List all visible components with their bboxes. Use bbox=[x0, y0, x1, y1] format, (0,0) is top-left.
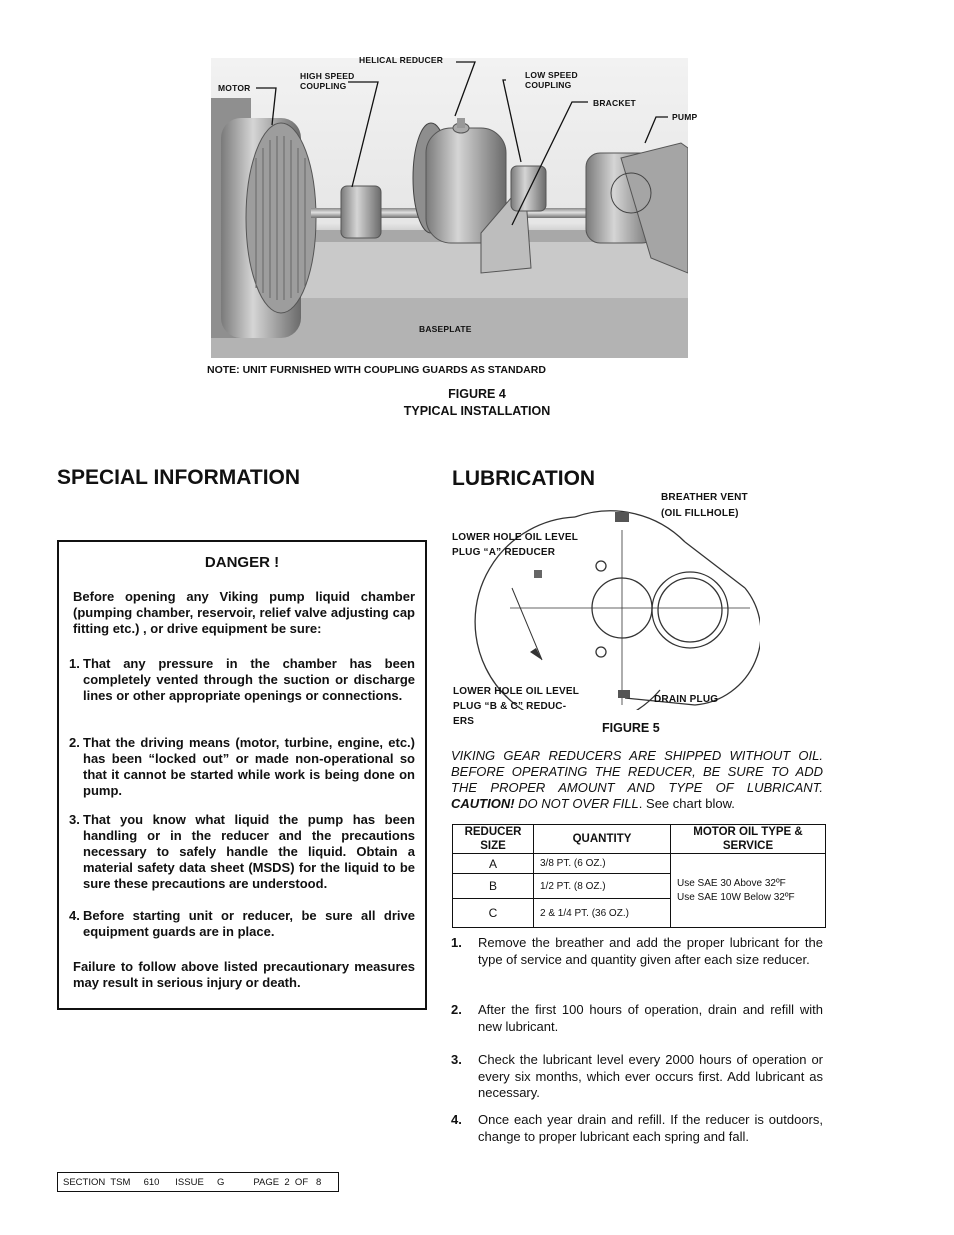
danger-intro: Before opening any Viking pump liquid chamber (pumping chamber, reservoir, relief valve adjusting cap fitting etc.) , or drive equipment be sure: bbox=[73, 589, 415, 636]
danger-item-text: That the driving means (motor, turbine, engine, etc.) has been “locked out” or made non-operational so that it cannot be started while work is being done on pump. bbox=[83, 735, 415, 798]
danger-item-2 bbox=[69, 735, 415, 799]
label-drain-plug: DRAIN PLUG bbox=[654, 694, 719, 705]
label-lower-plug-bc-2: PLUG “B & C” REDUC- bbox=[453, 701, 567, 712]
caution-text: CAUTION! bbox=[451, 796, 515, 811]
danger-item-3 bbox=[69, 812, 415, 892]
figure-4-caption-title: TYPICAL INSTALLATION bbox=[403, 404, 551, 418]
figure-4-caption-number: FIGURE 4 bbox=[448, 387, 506, 401]
danger-item-number: 3. bbox=[69, 812, 80, 827]
step-number: 1. bbox=[451, 935, 462, 950]
see-chart-text: . See chart blow. bbox=[638, 796, 735, 811]
lubrication-step-3 bbox=[451, 1052, 823, 1102]
label-high-speed-coupling: HIGH SPEED COUPLING bbox=[300, 71, 355, 91]
cell-quantity: 1/2 PT. (8 OZ.) bbox=[534, 874, 671, 899]
label-baseplate: BASEPLATE bbox=[419, 324, 472, 334]
label-bracket: BRACKET bbox=[593, 98, 636, 108]
special-information-heading: SPECIAL INFORMATION bbox=[57, 466, 301, 489]
label-oil-fillhole: (OIL FILLHOLE) bbox=[661, 508, 739, 519]
label-lower-plug-a-2: PLUG “A” REDUCER bbox=[452, 547, 556, 558]
header-reducer-size: REDUCER SIZE bbox=[453, 825, 534, 854]
lubrication-step-2 bbox=[451, 1002, 823, 1035]
lubrication-step-1 bbox=[451, 935, 823, 968]
step-text: Remove the breather and add the proper lubricant for the type of service and quantity given after each size reducer. bbox=[478, 935, 823, 967]
header-quantity: QUANTITY bbox=[534, 825, 671, 854]
danger-title: DANGER ! bbox=[204, 554, 280, 571]
step-number: 2. bbox=[451, 1002, 462, 1017]
step-text: After the first 100 hours of operation, drain and refill with new lubricant. bbox=[478, 1002, 823, 1034]
label-pump: PUMP bbox=[672, 112, 698, 122]
danger-item-text: That you know what liquid the pump has been handling or in the reducer and the precautions necessary to safely handle the liquid. Obtain a material safety data sheet (MSDS) for the liquid to be sure these precautions are understood. bbox=[83, 812, 415, 891]
danger-warning: Failure to follow above listed precautionary measures may result in serious injury or death. bbox=[73, 959, 415, 990]
cell-size: B bbox=[453, 874, 534, 899]
figure-4-leader-lines bbox=[0, 0, 954, 360]
cell-quantity: 2 & 1/4 PT. (36 OZ.) bbox=[534, 899, 671, 928]
lubricant-table bbox=[452, 824, 826, 928]
lubrication-heading: LUBRICATION bbox=[452, 467, 596, 490]
cell-size: C bbox=[453, 899, 534, 928]
table-row bbox=[453, 854, 826, 874]
label-lower-plug-a: LOWER HOLE OIL LEVEL bbox=[452, 532, 579, 543]
header-motor-oil: MOTOR OIL TYPE & SERVICE bbox=[671, 825, 826, 854]
label-low-speed-coupling: LOW SPEED COUPLING bbox=[525, 70, 578, 90]
danger-box bbox=[57, 540, 427, 1010]
shipped-without-oil-text: VIKING GEAR REDUCERS ARE SHIPPED WITHOUT OIL. BEFORE OPERATING THE REDUCER, BE SURE TO ADD THE PROPER AMOUNT AND TYPE OF LUBRICANT. bbox=[451, 748, 823, 795]
danger-item-number: 2. bbox=[69, 735, 80, 750]
label-motor: MOTOR bbox=[218, 83, 251, 93]
oil-type-below: Use SAE 10W Below 32ºF bbox=[677, 891, 795, 903]
step-text: Once each year drain and refill. If the reducer is outdoors, change to proper lubricant each spring and fall. bbox=[478, 1112, 823, 1144]
label-lower-plug-bc: LOWER HOLE OIL LEVEL bbox=[453, 686, 580, 697]
lubrication-step-4 bbox=[451, 1112, 823, 1145]
step-number: 4. bbox=[451, 1112, 462, 1127]
label-helical-reducer: HELICAL REDUCER bbox=[359, 55, 444, 65]
danger-item-number: 1. bbox=[69, 656, 80, 671]
danger-item-number: 4. bbox=[69, 908, 80, 923]
danger-item-4 bbox=[69, 908, 415, 940]
step-text: Check the lubricant level every 2000 hours of operation or every six months, which ever occurs first. Add lubricant as necessary. bbox=[478, 1052, 823, 1100]
figure-4-note: NOTE: UNIT FURNISHED WITH COUPLING GUARDS AS STANDARD bbox=[207, 364, 546, 376]
step-number: 3. bbox=[451, 1052, 462, 1067]
label-breather-vent: BREATHER VENT bbox=[661, 492, 748, 503]
danger-item-text: Before starting unit or reducer, be sure all drive equipment guards are in place. bbox=[83, 908, 415, 939]
overfill-text: DO NOT OVER FILL bbox=[514, 796, 639, 811]
label-lower-plug-bc-3: ERS bbox=[453, 716, 475, 727]
oil-type-above: Use SAE 30 Above 32ºF bbox=[677, 877, 786, 889]
page-footer: SECTION TSM 610 ISSUE G PAGE 2 OF 8 bbox=[57, 1172, 339, 1192]
danger-item-text: That any pressure in the chamber has been completely vented through the suction or discharge lines or other appropriate openings or connections. bbox=[83, 656, 415, 703]
danger-item-1 bbox=[69, 656, 415, 704]
cell-size: A bbox=[453, 854, 534, 874]
cell-oil-type bbox=[671, 854, 826, 928]
lubrication-intro bbox=[451, 748, 823, 812]
cell-quantity: 3/8 PT. (6 OZ.) bbox=[534, 854, 671, 874]
figure-5-caption: FIGURE 5 bbox=[602, 721, 660, 735]
